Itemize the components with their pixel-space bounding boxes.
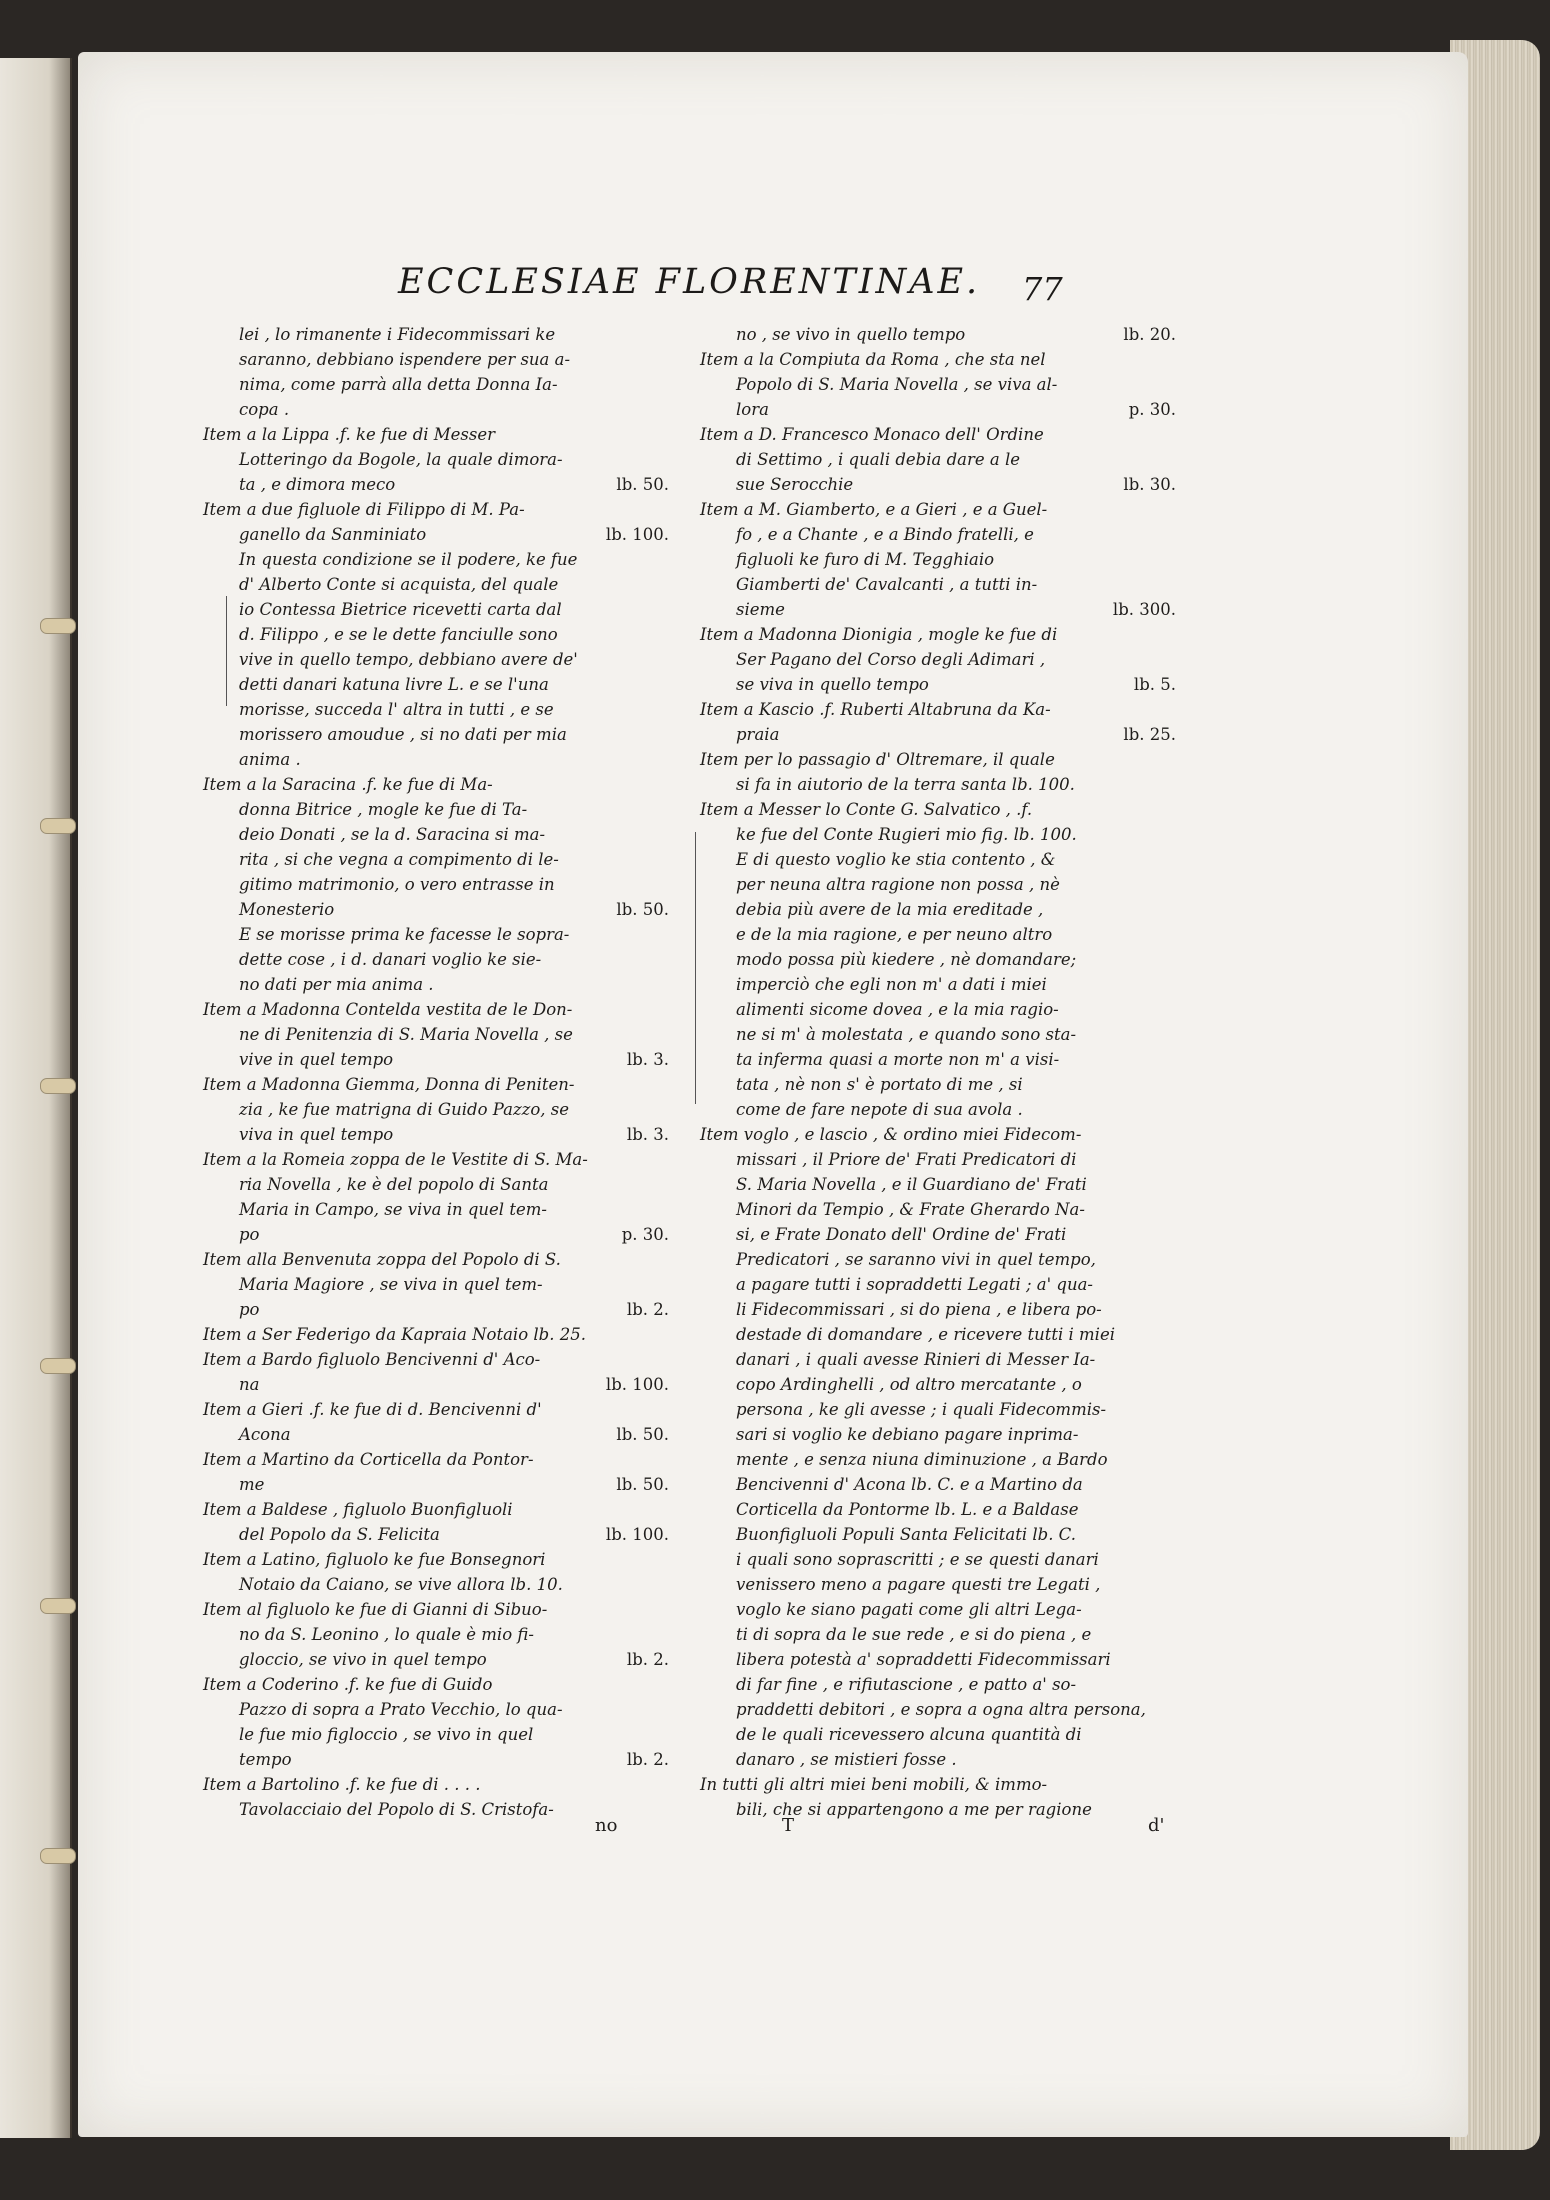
line-text: Item a D. Francesco Monaco dell' Ordine xyxy=(700,425,1044,444)
text-line xyxy=(700,872,1170,897)
line-text: ne si m' à molestata , e quando sono sta- xyxy=(736,1025,1077,1044)
text-line xyxy=(700,1597,1170,1622)
text-line xyxy=(203,447,663,472)
line-text: come de fare nepote di sua avola . xyxy=(736,1100,1023,1119)
text-line xyxy=(700,347,1170,372)
text-line xyxy=(203,1272,663,1297)
line-text: Item al figluolo ke fue di Gianni di Sibuo- xyxy=(203,1600,548,1619)
text-line xyxy=(700,1797,1170,1822)
line-text: d. Filippo , e se le dette fanciulle sono xyxy=(239,625,558,644)
text-line xyxy=(700,1347,1170,1372)
line-text: Notaio da Caiano, se vive allora lb. 10. xyxy=(239,1575,563,1594)
text-line xyxy=(700,1322,1170,1347)
line-text: sue Serocchie xyxy=(736,475,854,494)
text-line xyxy=(203,1597,663,1622)
line-text: rita , si che vegna a compimento di le- xyxy=(239,850,559,869)
line-text: ta inferma quasi a morte non m' a visi- xyxy=(736,1050,1060,1069)
text-line xyxy=(203,572,663,597)
text-line xyxy=(203,947,663,972)
text-line xyxy=(203,1097,663,1122)
line-text: danari , i quali avesse Rinieri di Messer Ia- xyxy=(736,1350,1096,1369)
line-text: Minori da Tempio , & Frate Gherardo Na- xyxy=(736,1200,1085,1219)
text-line xyxy=(203,1547,663,1572)
text-line xyxy=(203,797,663,822)
text-line xyxy=(700,1272,1170,1297)
line-text: Item a Madonna Contelda vestita de le Don- xyxy=(203,1000,573,1019)
margin-bracket xyxy=(226,596,233,706)
line-text: voglo ke siano pagati come gli altri Lega- xyxy=(736,1600,1082,1619)
line-text: copa . xyxy=(239,400,290,419)
line-text: Item a due figluole di Filippo di M. Pa- xyxy=(203,500,525,519)
text-line xyxy=(203,672,663,697)
binding-stitch xyxy=(40,1848,76,1864)
line-text: In tutti gli altri miei beni mobili, & immo- xyxy=(700,1775,1048,1794)
line-text: na xyxy=(239,1375,260,1394)
line-text: alimenti sicome dovea , e la mia ragio- xyxy=(736,1000,1059,1019)
line-text: E se morisse prima ke facesse le sopra- xyxy=(239,925,570,944)
line-text: Item alla Benvenuta zoppa del Popolo di S. xyxy=(203,1250,561,1269)
text-line xyxy=(700,1097,1170,1122)
amount: lb. 50. xyxy=(616,1425,669,1444)
line-text: di far fine , e rifiutascione , e patto a' so- xyxy=(736,1675,1077,1694)
text-line xyxy=(203,597,663,622)
line-text: vive in quel tempo xyxy=(239,1050,394,1069)
text-line xyxy=(700,1172,1170,1197)
text-line xyxy=(700,572,1170,597)
line-text: Predicatori , se saranno vivi in quel tempo, xyxy=(736,1250,1096,1269)
line-text: Acona xyxy=(239,1425,291,1444)
text-line xyxy=(203,1472,669,1497)
line-text: viva in quel tempo xyxy=(239,1125,394,1144)
text-line xyxy=(700,497,1170,522)
binding-stitch xyxy=(40,1598,76,1614)
text-line xyxy=(700,622,1170,647)
line-text: praia xyxy=(736,725,780,744)
text-line xyxy=(203,1672,663,1697)
line-text: destade di domandare , e ricevere tutti i miei xyxy=(736,1325,1116,1344)
text-line xyxy=(700,1672,1170,1697)
line-text: sieme xyxy=(736,600,785,619)
text-line xyxy=(203,1172,663,1197)
line-text: no da S. Leonino , lo quale è mio fi- xyxy=(239,1625,534,1644)
text-line xyxy=(203,1047,669,1072)
text-line xyxy=(203,1122,669,1147)
line-text: nima, come parrà alla detta Donna Ia- xyxy=(239,375,558,394)
line-text: venissero meno a pagare questi tre Legati , xyxy=(736,1575,1101,1594)
line-text: mente , e senza niuna diminuzione , a Bardo xyxy=(736,1450,1108,1469)
amount: lb. 100. xyxy=(605,1525,669,1544)
line-text: tempo xyxy=(239,1750,292,1769)
text-line xyxy=(203,497,663,522)
text-line xyxy=(700,1747,1170,1772)
line-text: figluoli ke furo di M. Tegghiaio xyxy=(736,550,995,569)
line-text: Popolo di S. Maria Novella , se viva al- xyxy=(736,375,1058,394)
text-line xyxy=(203,1447,663,1472)
line-text: e de la mia ragione, e per neuno altro xyxy=(736,925,1053,944)
running-head: ECCLESIAE FLORENTINAE. xyxy=(398,262,981,302)
line-text: d' Alberto Conte si acquista, del quale xyxy=(239,575,559,594)
line-text: Buonfigluoli Populi Santa Felicitati lb. C. xyxy=(736,1525,1076,1544)
text-line xyxy=(700,1622,1170,1647)
line-text: Item a Kascio .f. Ruberti Altabruna da Ka- xyxy=(700,700,1051,719)
text-line xyxy=(700,1547,1170,1572)
text-line xyxy=(203,1797,663,1822)
page-number: 77 xyxy=(1022,270,1063,308)
text-line xyxy=(203,772,663,797)
text-line xyxy=(203,1747,669,1772)
line-text: bili, che si appartengono a me per ragione xyxy=(736,1800,1092,1819)
signature-mark: T xyxy=(782,1815,795,1836)
line-text: Item voglo , e lascio , & ordino miei Fidecom- xyxy=(700,1125,1082,1144)
left-text-column xyxy=(203,322,669,1822)
line-text: ganello da Sanminiato xyxy=(239,525,427,544)
line-text: dette cose , i d. danari voglio ke sie- xyxy=(239,950,542,969)
text-line xyxy=(203,1722,663,1747)
line-text: Item per lo passagio d' Oltremare, il quale xyxy=(700,750,1055,769)
line-text: saranno, debbiano ispendere per sua a- xyxy=(239,350,571,369)
line-text: Item a la Saracina .f. ke fue di Ma- xyxy=(203,775,493,794)
text-line xyxy=(700,322,1176,347)
line-text: Item a Bartolino .f. ke fue di . . . . xyxy=(203,1775,481,1794)
text-line xyxy=(700,1772,1170,1797)
text-line xyxy=(203,422,663,447)
line-text: morissero amoudue , si no dati per mia xyxy=(239,725,567,744)
line-text: li Fidecommissari , si do piena , e libera po- xyxy=(736,1300,1102,1319)
amount: p. 30. xyxy=(621,1225,669,1244)
text-line xyxy=(700,1522,1170,1547)
amount: lb. 50. xyxy=(616,475,669,494)
text-line xyxy=(203,1072,663,1097)
line-text: Corticella da Pontorme lb. L. e a Baldase xyxy=(736,1500,1079,1519)
amount: lb. 3. xyxy=(626,1050,669,1069)
line-text: gitimo matrimonio, o vero entrasse in xyxy=(239,875,555,894)
amount: lb. 20. xyxy=(1123,325,1176,344)
line-text: ria Novella , ke è del popolo di Santa xyxy=(239,1175,549,1194)
text-line xyxy=(700,1422,1170,1447)
line-text: ne di Penitenzia di S. Maria Novella , se xyxy=(239,1025,573,1044)
text-line xyxy=(203,872,663,897)
text-line xyxy=(700,922,1170,947)
line-text: se viva in quello tempo xyxy=(736,675,929,694)
line-text: Item a Coderino .f. ke fue di Guido xyxy=(203,1675,493,1694)
amount: p. 30. xyxy=(1128,400,1176,419)
text-line xyxy=(700,1222,1170,1247)
text-line xyxy=(700,1147,1170,1172)
text-line xyxy=(203,847,663,872)
line-text: me xyxy=(239,1475,265,1494)
line-text: deio Donati , se la d. Saracina si ma- xyxy=(239,825,546,844)
line-text: donna Bitrice , mogle ke fue di Ta- xyxy=(239,800,528,819)
text-line xyxy=(203,997,663,1022)
text-line xyxy=(203,1347,663,1372)
text-line xyxy=(700,1722,1170,1747)
text-line xyxy=(203,1572,663,1597)
line-text: Item a M. Giamberto, e a Gieri , e a Guel- xyxy=(700,500,1048,519)
text-line xyxy=(203,972,663,997)
text-line xyxy=(700,1397,1170,1422)
line-text: di Settimo , i quali debia dare a le xyxy=(736,450,1021,469)
text-line xyxy=(700,1647,1170,1672)
text-line xyxy=(700,972,1170,997)
line-text: Ser Pagano del Corso degli Adimari , xyxy=(736,650,1046,669)
line-text: Item a Ser Federigo da Kapraia Notaio lb. 25. xyxy=(203,1325,586,1344)
text-line xyxy=(700,422,1170,447)
line-text: detti danari katuna livre L. e se l'una xyxy=(239,675,549,694)
amount: lb. 300. xyxy=(1112,600,1176,619)
text-line xyxy=(203,897,669,922)
text-line xyxy=(700,1297,1170,1322)
amount: lb. 50. xyxy=(616,900,669,919)
text-line xyxy=(203,397,663,422)
line-text: del Popolo da S. Felicita xyxy=(239,1525,440,1544)
text-line xyxy=(203,1772,663,1797)
text-line xyxy=(203,1197,663,1222)
text-line xyxy=(700,1247,1170,1272)
text-line xyxy=(700,722,1176,747)
line-text: a pagare tutti i sopraddetti Legati ; a' qua- xyxy=(736,1275,1093,1294)
line-text: debia più avere de la mia ereditade , xyxy=(736,900,1044,919)
amount: lb. 25. xyxy=(1123,725,1176,744)
text-line xyxy=(700,597,1176,622)
text-line xyxy=(700,997,1170,1022)
line-text: io Contessa Bietrice ricevetti carta dal xyxy=(239,600,562,619)
line-text: modo possa più kiedere , nè domandare; xyxy=(736,950,1077,969)
text-line xyxy=(700,1497,1170,1522)
line-text: tata , nè non s' è portato di me , si xyxy=(736,1075,1023,1094)
text-line xyxy=(700,1072,1170,1097)
text-line xyxy=(203,1147,663,1172)
line-text: Maria in Campo, se viva in quel tem- xyxy=(239,1200,547,1219)
line-text: lei , lo rimanente i Fidecommissari ke xyxy=(239,325,556,344)
line-text: lora xyxy=(736,400,769,419)
text-line xyxy=(203,372,663,397)
line-text: copo Ardinghelli , od altro mercatante , o xyxy=(736,1375,1082,1394)
line-text: si fa in aiutorio de la terra santa lb. 100. xyxy=(736,775,1075,794)
line-text: Bencivenni d' Acona lb. C. e a Martino da xyxy=(736,1475,1083,1494)
line-text: po xyxy=(239,1300,260,1319)
text-line xyxy=(203,922,663,947)
text-line xyxy=(700,1572,1170,1597)
line-text: persona , ke gli avesse ; i quali Fidecommis- xyxy=(736,1400,1107,1419)
line-text: Tavolacciaio del Popolo di S. Cristofa- xyxy=(239,1800,554,1819)
line-text: ti di sopra da le sue rede , e si do piena , e xyxy=(736,1625,1092,1644)
line-text: fo , e a Chante , e a Bindo fratelli, e xyxy=(736,525,1034,544)
line-text: sari si voglio ke debiano pagare inprima- xyxy=(736,1425,1079,1444)
line-text: imperciò che egli non m' a dati i miei xyxy=(736,975,1047,994)
text-line xyxy=(700,797,1170,822)
text-line xyxy=(203,1522,669,1547)
catchword-right: d' xyxy=(1148,1815,1165,1836)
text-line xyxy=(700,1447,1170,1472)
line-text: po xyxy=(239,1225,260,1244)
line-text: E di questo voglio ke stia contento , & xyxy=(736,850,1056,869)
amount: lb. 3. xyxy=(626,1125,669,1144)
text-line xyxy=(700,1022,1170,1047)
text-line xyxy=(203,347,663,372)
line-text: zia , ke fue matrigna di Guido Pazzo, se xyxy=(239,1100,569,1119)
text-line xyxy=(203,1372,669,1397)
line-text: Item a Baldese , figluolo Buonfigluoli xyxy=(203,1500,513,1519)
text-line xyxy=(700,447,1170,472)
line-text: missari , il Priore de' Frati Predicatori di xyxy=(736,1150,1077,1169)
line-text: si, e Frate Donato dell' Ordine de' Frati xyxy=(736,1225,1067,1244)
amount: lb. 2. xyxy=(626,1750,669,1769)
text-line xyxy=(203,622,663,647)
line-text: anima . xyxy=(239,750,301,769)
text-line xyxy=(203,747,663,772)
text-line xyxy=(700,472,1176,497)
amount: lb. 100. xyxy=(605,1375,669,1394)
catchword-left: no xyxy=(595,1815,618,1836)
text-line xyxy=(203,547,663,572)
line-text: Item a Madonna Dionigia , mogle ke fue di xyxy=(700,625,1058,644)
line-text: praddetti debitori , e sopra a ogna altra persona, xyxy=(736,1700,1146,1719)
line-text: i quali sono soprascritti ; e se questi danari xyxy=(736,1550,1099,1569)
text-line xyxy=(700,697,1170,722)
line-text: Lotteringo da Bogole, la quale dimora- xyxy=(239,450,563,469)
line-text: Item a la Romeia zoppa de le Vestite di S. Ma- xyxy=(203,1150,588,1169)
line-text: Item a Gieri .f. ke fue di d. Bencivenni d' xyxy=(203,1400,542,1419)
text-line xyxy=(700,1047,1170,1072)
text-line xyxy=(700,772,1170,797)
binding-stitch xyxy=(40,618,76,634)
amount: lb. 30. xyxy=(1123,475,1176,494)
line-text: morisse, succeda l' altra in tutti , e se xyxy=(239,700,554,719)
line-text: Item a la Compiuta da Roma , che sta nel xyxy=(700,350,1046,369)
line-text: Item a Messer lo Conte G. Salvatico , .f. xyxy=(700,800,1033,819)
text-line xyxy=(700,822,1170,847)
line-text: libera potestà a' sopraddetti Fidecommissari xyxy=(736,1650,1111,1669)
line-text: In questa condizione se il podere, ke fue xyxy=(239,550,578,569)
text-line xyxy=(203,697,663,722)
text-line xyxy=(203,1647,669,1672)
line-text: Maria Magiore , se viva in quel tem- xyxy=(239,1275,543,1294)
text-line xyxy=(700,647,1170,672)
text-line xyxy=(203,822,663,847)
text-line xyxy=(203,1697,663,1722)
text-line xyxy=(203,472,669,497)
text-line xyxy=(700,1472,1170,1497)
amount: lb. 2. xyxy=(626,1650,669,1669)
text-line xyxy=(700,1197,1170,1222)
line-text: vive in quello tempo, debbiano avere de' xyxy=(239,650,578,669)
line-text: gloccio, se vivo in quel tempo xyxy=(239,1650,487,1669)
amount: lb. 50. xyxy=(616,1475,669,1494)
line-text: ke fue del Conte Rugieri mio fig. lb. 100. xyxy=(736,825,1077,844)
line-text: no dati per mia anima . xyxy=(239,975,434,994)
text-line xyxy=(203,322,663,347)
text-line xyxy=(700,397,1176,422)
amount: lb. 2. xyxy=(626,1300,669,1319)
line-text: Giamberti de' Cavalcanti , a tutti in- xyxy=(736,575,1038,594)
text-line xyxy=(700,522,1170,547)
amount: lb. 100. xyxy=(605,525,669,544)
text-line xyxy=(700,547,1170,572)
text-line xyxy=(700,747,1170,772)
text-line xyxy=(203,1422,669,1447)
margin-bracket xyxy=(695,832,702,1104)
line-text: Monesterio xyxy=(239,900,335,919)
line-text: no , se vivo in quello tempo xyxy=(736,325,966,344)
line-text: Item a Bardo figluolo Bencivenni d' Aco- xyxy=(203,1350,541,1369)
text-line xyxy=(203,1322,663,1347)
text-line xyxy=(203,1247,663,1272)
text-line xyxy=(203,647,663,672)
right-text-column xyxy=(700,322,1176,1822)
line-text: Item a Martino da Corticella da Pontor- xyxy=(203,1450,534,1469)
line-text: Item a Latino, figluolo ke fue Bonsegnori xyxy=(203,1550,546,1569)
line-text: de le quali ricevessero alcuna quantità di xyxy=(736,1725,1082,1744)
text-line xyxy=(203,522,669,547)
text-line xyxy=(700,1372,1170,1397)
binding-stitch xyxy=(40,1358,76,1374)
text-line xyxy=(700,847,1170,872)
line-text: Item a Madonna Giemma, Donna di Peniten- xyxy=(203,1075,575,1094)
text-line xyxy=(203,1222,669,1247)
line-text: Pazzo di sopra a Prato Vecchio, lo qua- xyxy=(239,1700,563,1719)
text-line xyxy=(700,1122,1170,1147)
line-text: S. Maria Novella , e il Guardiano de' Frati xyxy=(736,1175,1087,1194)
binding-stitch xyxy=(40,1078,76,1094)
line-text: le fue mio figloccio , se vivo in quel xyxy=(239,1725,534,1744)
line-text: danaro , se mistieri fosse . xyxy=(736,1750,957,1769)
text-line xyxy=(203,1022,663,1047)
amount: lb. 5. xyxy=(1133,675,1176,694)
text-line xyxy=(700,372,1170,397)
line-text: ta , e dimora meco xyxy=(239,475,396,494)
facing-page-edge xyxy=(0,58,72,2138)
text-line xyxy=(700,1697,1170,1722)
text-line xyxy=(203,1397,663,1422)
text-line xyxy=(203,1622,663,1647)
text-line xyxy=(700,947,1170,972)
text-line xyxy=(203,1297,669,1322)
line-text: Item a la Lippa .f. ke fue di Messer xyxy=(203,425,496,444)
text-line xyxy=(203,1497,663,1522)
text-line xyxy=(203,722,663,747)
binding-stitch xyxy=(40,818,76,834)
line-text: per neuna altra ragione non possa , nè xyxy=(736,875,1060,894)
text-line xyxy=(700,672,1176,697)
text-line xyxy=(700,897,1170,922)
